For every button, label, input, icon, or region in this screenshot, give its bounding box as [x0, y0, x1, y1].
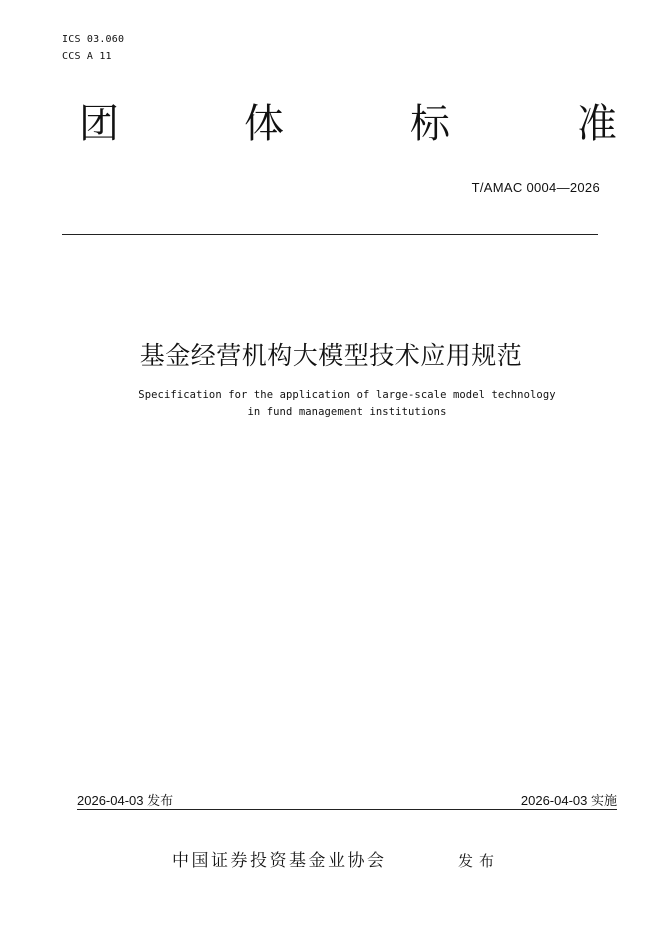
- english-title-line: Specification for the application of large-scale model technology: [138, 389, 556, 401]
- english-title-line: in fund management institutions: [247, 406, 447, 418]
- standard-type-char: 准: [577, 101, 617, 147]
- issue-label: 发布: [458, 852, 501, 870]
- issuing-organization: 中国证券投资基金业协会: [172, 851, 387, 871]
- publish-date: 2026-04-03 发布: [77, 793, 174, 808]
- ics-code: ICS 03.060: [62, 34, 125, 45]
- standard-number: T/AMAC 0004—2026: [471, 180, 600, 195]
- ccs-code: CCS A 11: [62, 51, 112, 62]
- document-title: 基金经营机构大模型技术应用规范: [139, 341, 523, 370]
- standard-type-char: 标: [410, 101, 450, 147]
- footer-divider: [77, 809, 617, 810]
- header-divider: [62, 234, 598, 235]
- standard-type-char: 体: [244, 101, 284, 147]
- effective-date: 2026-04-03 实施: [520, 793, 617, 808]
- standard-type-char: 团: [79, 101, 119, 147]
